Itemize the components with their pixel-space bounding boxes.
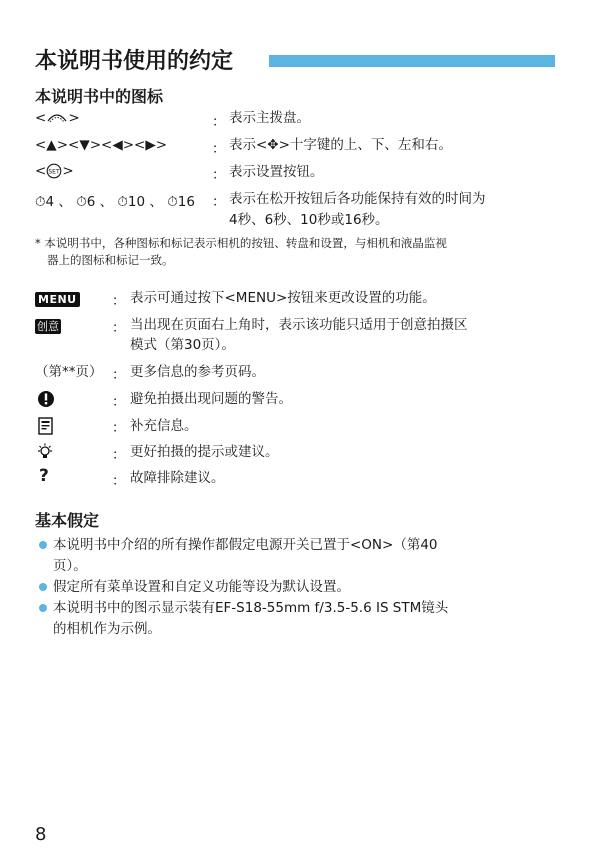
creative-zone-icon: 创意 [37, 320, 59, 333]
colon: ： [112, 293, 126, 309]
colon: ： [112, 320, 126, 336]
colon: ： [212, 141, 226, 157]
section-heading-icons: 本说明书中的图标 [35, 87, 164, 106]
assumption-line1: 假定所有菜单设置和自定义功能等设为默认设置。 [53, 579, 350, 595]
legend-desc: 更多信息的参考页码。 [130, 364, 265, 380]
assumption-line2: 的相机作为示例。 [53, 621, 161, 637]
legend-desc: 故障排除建议。 [130, 470, 225, 486]
colon: ： [112, 394, 126, 410]
legend-desc: 避免拍摄出现问题的警告。 [130, 391, 292, 407]
colon: ： [112, 473, 126, 489]
bullet-dot [39, 583, 47, 591]
row-desc-line2: 4秒、6秒、10秒或16秒。 [229, 212, 389, 228]
bullet-dot [39, 604, 47, 612]
row-desc: 表示主拨盘。 [229, 110, 310, 126]
menu-icon: MENU [35, 288, 80, 307]
icons-note-line1: * 本说明书中，各种图标和标记表示相机的按钮、转盘和设置，与相机和液晶监视 [35, 236, 447, 250]
main-dial-icon: < > [35, 110, 80, 126]
colon: ： [212, 194, 226, 210]
legend-desc: 表示可通过按下<MENU>按钮来更改设置的功能。 [130, 290, 436, 306]
title-accent-bar [269, 55, 555, 67]
legend-desc: 补充信息。 [130, 418, 198, 434]
set-button-icon: < SET > [35, 163, 74, 179]
colon: ： [112, 447, 126, 463]
assumption-line1: 本说明书中介绍的所有操作都假定电源开关已置于<ON>（第40 [53, 537, 438, 553]
page-number: 8 [35, 824, 47, 845]
bullet-dot [39, 541, 47, 549]
svg-text:SET: SET [48, 168, 60, 176]
cross-keys-icon: <▲><▼><◀><▶> [35, 137, 168, 153]
timer-icon: ⏱4 、 ⏱6 、 ⏱10 、 ⏱16 [35, 194, 195, 210]
memo-icon [38, 415, 53, 435]
lightbulb-icon [36, 441, 54, 461]
assumption-line2: 页）。 [53, 558, 87, 574]
colon: ： [212, 167, 226, 183]
row-desc: 表示<✥>十字键的上、下、左和右。 [229, 137, 452, 153]
colon: ： [112, 367, 126, 383]
section-heading-assumptions: 基本假定 [35, 511, 100, 530]
legend-desc-line2: 模式（第30页）。 [130, 337, 235, 353]
page-ref-icon: （第**页） [35, 364, 103, 380]
question-icon: ? [39, 466, 49, 486]
row-desc: 表示设置按钮。 [229, 164, 324, 180]
row-desc-line1: 表示在松开按钮后各功能保持有效的时间为 [229, 191, 486, 207]
legend-desc-line1: 当出现在页面右上角时，表示该功能只适用于创意拍摄区 [130, 317, 468, 333]
colon: ： [112, 420, 126, 436]
assumption-line1: 本说明书中的图示显示装有EF-S18-55mm f/3.5-5.6 IS STM镜头 [53, 600, 449, 616]
icons-note-line2: 器上的图标和标记一致。 [47, 253, 174, 267]
colon: ： [212, 114, 226, 130]
warning-icon [37, 388, 55, 408]
legend-desc: 更好拍摄的提示或建议。 [130, 444, 279, 460]
page-title: 本说明书使用的约定 [35, 49, 234, 74]
